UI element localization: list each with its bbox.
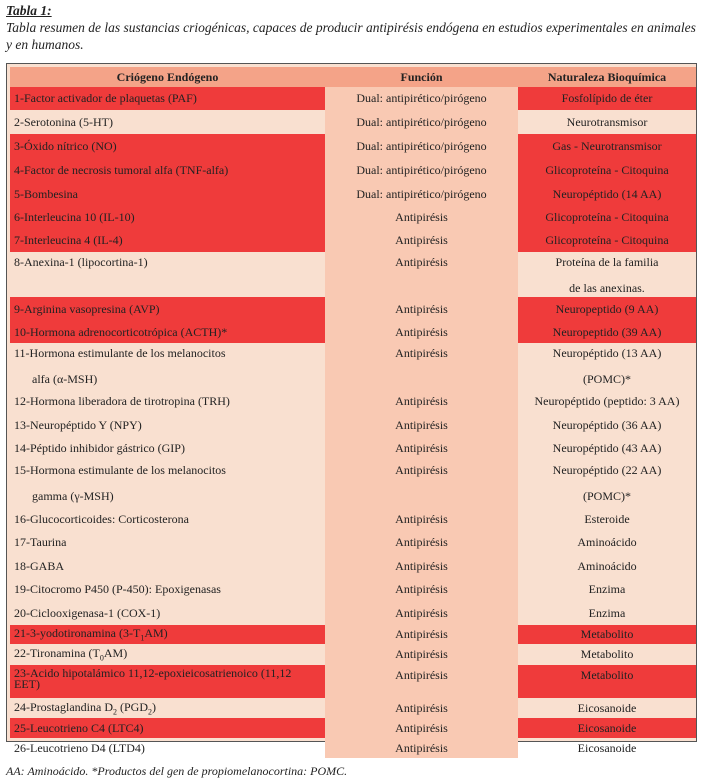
cell-funcion: Antipirésis xyxy=(325,252,518,297)
cell-line: 23-Acido hipotalámico 11,12-epoxieicosatrienoico (11,12 xyxy=(14,666,292,680)
table-row xyxy=(10,601,696,625)
cell-funcion: Antipirésis xyxy=(325,625,518,644)
cell-naturaleza: Esteroide xyxy=(584,511,630,526)
cell-naturaleza: Metabolito xyxy=(518,665,696,698)
cell-text: 22-Tironamina (T xyxy=(14,646,100,661)
table-row xyxy=(10,738,696,758)
table-container xyxy=(6,63,697,755)
cell-criogeno: 18-GABA xyxy=(14,558,64,573)
cell-text: (PGD xyxy=(116,699,148,714)
cell-funcion: Dual: antipirético/pirógeno xyxy=(325,182,518,206)
cell-criogeno xyxy=(10,644,325,665)
cell-naturaleza: Aminoácido xyxy=(577,558,637,573)
cell-naturaleza: Neuropeptido (9 AA) xyxy=(518,297,696,321)
cell-naturaleza: Metabolito xyxy=(518,625,696,644)
cell-funcion: Antipirésis xyxy=(325,601,518,625)
cell-criogeno: 8-Anexina-1 (lipocortina-1) xyxy=(14,255,148,269)
table-row xyxy=(10,507,696,531)
table-row xyxy=(10,87,696,110)
cell-funcion: Dual: antipirético/pirógeno xyxy=(325,110,518,134)
cell-criogeno: 26-Leucotrieno D4 (LTD4) xyxy=(14,740,145,755)
cell-funcion: Antipirésis xyxy=(325,531,518,554)
cell-naturaleza: Neuropeptido (39 AA) xyxy=(518,321,696,343)
cell-criogeno: 25-Leucotrieno C4 (LTC4) xyxy=(10,718,325,738)
cell-subscript: 0 xyxy=(99,653,104,663)
cryogen-table xyxy=(10,67,696,758)
cell-naturaleza: Metabolito xyxy=(580,647,634,661)
cell-criogeno: 5-Bombesina xyxy=(10,182,325,206)
cell-funcion: Dual: antipirético/pirógeno xyxy=(325,158,518,182)
cell-text: 21-3-yodotironamina (3-T xyxy=(14,626,141,641)
table-row xyxy=(10,389,696,413)
cell-line: Neuropéptido (22 AA) xyxy=(552,463,662,477)
cell-funcion: Antipirésis xyxy=(325,389,518,413)
cell-naturaleza: Glicoproteína - Citoquina xyxy=(518,158,696,182)
cell-criogeno: 1-Factor activador de plaquetas (PAF) xyxy=(10,87,325,110)
cell-naturaleza: Neuropéptido (peptido: 3 AA) xyxy=(534,393,680,408)
cell-criogeno: 9-Arginina vasopresina (AVP) xyxy=(10,297,325,321)
header-funcion: Función xyxy=(325,67,518,87)
cell-funcion: Dual: antipirético/pirógeno xyxy=(325,134,518,158)
cell-criogeno: 4-Factor de necrosis tumoral alfa (TNF-alfa) xyxy=(10,158,325,182)
cell-line: Neuropéptido (13 AA) xyxy=(552,346,662,360)
cell-criogeno: 19-Citocromo P450 (P-450): Epoxigenasas xyxy=(14,582,221,596)
cell-funcion: Antipirésis xyxy=(325,718,518,738)
cell-criogeno: 7-Interleucina 4 (IL-4) xyxy=(10,229,325,252)
cell-naturaleza xyxy=(518,343,696,389)
table-row xyxy=(10,252,696,297)
header-criogeno: Criógeno Endógeno xyxy=(10,67,325,87)
cell-naturaleza: Enzima xyxy=(588,582,626,596)
header-naturaleza: Naturaleza Bioquímica xyxy=(518,67,696,87)
cell-line: alfa (α-MSH) xyxy=(32,372,98,386)
cell-criogeno xyxy=(10,343,325,389)
cell-line: de las anexinas. xyxy=(569,281,645,295)
cell-criogeno: 20-Ciclooxigenasa-1 (COX-1) xyxy=(14,605,161,620)
cell-funcion: Antipirésis xyxy=(325,229,518,252)
table-row xyxy=(10,297,696,321)
cell-naturaleza: Fosfolípido de éter xyxy=(518,87,696,110)
cell-line: Proteína de la familia xyxy=(555,255,659,269)
cell-line: 15-Hormona estimulante de los melanocitos xyxy=(14,463,226,477)
cell-funcion: Antipirésis xyxy=(325,738,518,758)
cell-naturaleza xyxy=(518,460,696,507)
cell-naturaleza: Eicosanoide xyxy=(577,740,637,755)
cell-line: (POMC)* xyxy=(582,489,631,503)
cell-criogeno: 16-Glucocorticoides: Corticosterona xyxy=(14,511,189,526)
cell-naturaleza: Neuropéptido (14 AA) xyxy=(518,182,696,206)
cell-line: 11-Hormona estimulante de los melanocitos xyxy=(14,346,226,360)
table-row xyxy=(10,437,696,460)
table-row xyxy=(10,625,696,644)
table-row xyxy=(10,182,696,206)
cell-naturaleza: Enzima xyxy=(588,605,626,620)
cell-funcion: Antipirésis xyxy=(325,698,518,718)
cell-naturaleza: Aminoácido xyxy=(577,535,637,549)
cell-funcion: Antipirésis xyxy=(325,437,518,460)
table-caption xyxy=(6,2,702,53)
cell-funcion: Antipirésis xyxy=(325,665,518,698)
table-row xyxy=(10,460,696,507)
cell-criogeno xyxy=(10,625,325,644)
table-row xyxy=(10,206,696,229)
table-row xyxy=(10,229,696,252)
table-row xyxy=(10,644,696,665)
cell-criogeno: 17-Taurina xyxy=(14,535,67,549)
table-row xyxy=(10,134,696,158)
cell-criogeno: 10-Hormona adrenocorticotrópica (ACTH)* xyxy=(10,321,325,343)
caption-text: Tabla resumen de las sustancias criogénicas, capaces de producir antipirésis endógena en estudios experimentales en animales y en humanos. xyxy=(6,20,696,52)
cell-naturaleza: Neuropéptido (36 AA) xyxy=(552,417,662,432)
cell-criogeno: 3-Óxido nítrico (NO) xyxy=(10,134,325,158)
cell-naturaleza: Neurotransmisor xyxy=(566,114,648,129)
table-row xyxy=(10,531,696,554)
cell-subscript: 2 xyxy=(148,707,152,717)
cell-naturaleza: Eicosanoide xyxy=(577,700,637,715)
cell-text: AM) xyxy=(103,646,128,661)
cell-funcion: Antipirésis xyxy=(325,578,518,601)
cell-criogeno xyxy=(10,698,325,718)
cell-funcion: Antipirésis xyxy=(325,507,518,531)
table-row xyxy=(10,698,696,718)
cell-criogeno: 2-Serotonina (5-HT) xyxy=(14,114,113,129)
table-row xyxy=(10,321,696,343)
cell-text: AM) xyxy=(144,626,168,641)
cell-subscript: 2 xyxy=(112,707,117,717)
cell-line: EET) xyxy=(14,677,40,691)
cell-line: (POMC)* xyxy=(582,372,631,386)
cell-criogeno: 12-Hormona liberadora de tirotropina (TRH) xyxy=(14,393,230,408)
cell-text: 24-Prostaglandina D xyxy=(14,699,113,714)
table-row xyxy=(10,554,696,578)
cell-funcion: Antipirésis xyxy=(325,554,518,578)
cell-naturaleza: Glicoproteína - Citoquina xyxy=(518,229,696,252)
cell-line: gamma (γ-MSH) xyxy=(32,489,114,503)
cell-naturaleza xyxy=(518,252,696,297)
table-row xyxy=(10,718,696,738)
caption-title: Tabla 1: xyxy=(6,3,52,18)
cell-funcion: Antipirésis xyxy=(325,206,518,229)
cell-funcion: Antipirésis xyxy=(325,343,518,389)
header-row xyxy=(10,67,696,87)
cell-criogeno xyxy=(10,665,325,698)
table-row xyxy=(10,343,696,389)
cell-funcion: Antipirésis xyxy=(325,297,518,321)
table-row xyxy=(10,665,696,698)
cell-criogeno: 13-Neuropéptido Y (NPY) xyxy=(14,417,142,432)
cell-funcion: Antipirésis xyxy=(325,460,518,507)
cell-naturaleza: Gas - Neurotransmisor xyxy=(518,134,696,158)
table-footnote: AA: Aminoácido. *Productos del gen de propiomelanocortina: POMC. xyxy=(6,764,348,778)
cell-text: ) xyxy=(152,699,156,714)
table-row xyxy=(10,413,696,437)
cell-criogeno xyxy=(10,460,325,507)
cell-criogeno: 6-Interleucina 10 (IL-10) xyxy=(10,206,325,229)
table-row xyxy=(10,158,696,182)
cell-naturaleza: Glicoproteína - Citoquina xyxy=(518,206,696,229)
cell-criogeno: 14-Péptido inhibidor gástrico (GIP) xyxy=(14,441,185,455)
cell-naturaleza: Eicosanoide xyxy=(518,718,696,738)
cell-naturaleza: Neuropéptido (43 AA) xyxy=(552,441,662,455)
cell-subscript: 1 xyxy=(140,633,145,643)
cell-funcion: Antipirésis xyxy=(325,321,518,343)
cell-funcion: Antipirésis xyxy=(325,644,518,665)
table-row xyxy=(10,110,696,134)
cell-funcion: Dual: antipirético/pirógeno xyxy=(325,87,518,110)
cell-funcion: Antipirésis xyxy=(325,413,518,437)
table-row xyxy=(10,578,696,601)
